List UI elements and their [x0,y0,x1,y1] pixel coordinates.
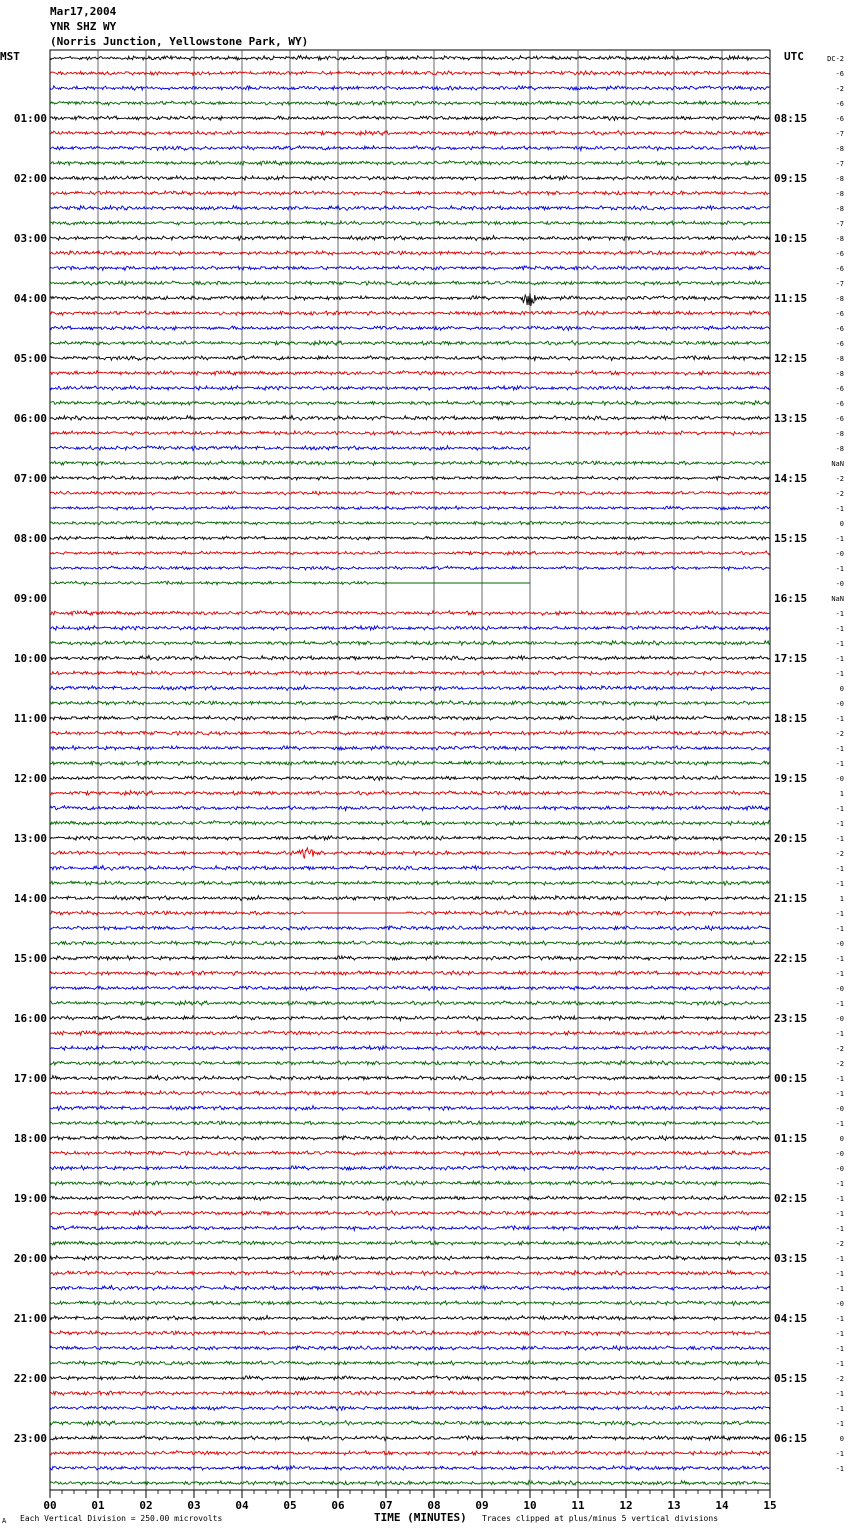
right-hour-label: 04:15 [774,1312,808,1325]
seismic-trace [50,293,770,306]
seismic-trace [50,236,770,241]
row-offset-label: -1 [835,1360,844,1368]
seismic-trace [50,911,770,916]
seismic-trace [50,371,770,376]
row-offset-label: -1 [835,670,844,678]
row-offset-label: -8 [835,370,844,378]
row-offset-label: -0 [835,1015,844,1023]
row-offset-label: -1 [835,1285,844,1293]
seismic-trace [50,251,770,256]
seismic-trace [50,716,770,720]
x-tick-label: 03 [187,1499,201,1512]
row-offset-label: -1 [835,910,844,918]
row-offset-label: -6 [835,310,844,318]
seismic-trace [50,791,770,796]
clip-note: Traces clipped at plus/minus 5 vertical divisions [482,1514,719,1523]
seismic-trace [50,821,770,826]
row-offset-label: -0 [835,1105,844,1113]
left-hour-label: 16:00 [13,1012,47,1025]
seismic-trace [50,146,770,151]
row-offset-label: -6 [835,250,844,258]
row-offset-label: -0 [835,550,844,558]
seismic-trace [50,1391,770,1395]
scale-note: Each Vertical Division = 250.00 microvolts [20,1514,223,1523]
x-tick-label: 06 [331,1499,345,1512]
row-offset-label: -0 [835,775,844,783]
seismic-trace [50,806,770,811]
seismic-trace [50,656,770,661]
x-tick-label: 07 [379,1499,393,1512]
seismic-traces [50,56,770,1486]
row-offset-label: -1 [835,1180,844,1188]
row-offset-label: -1 [835,1345,844,1353]
seismic-trace [50,1451,770,1456]
right-hour-label: 23:15 [774,1012,808,1025]
right-hour-label: 02:15 [774,1192,808,1205]
left-hour-label: 17:00 [13,1072,47,1085]
row-offset-label: -2 [835,1375,844,1383]
seismic-trace [50,161,770,166]
row-offset-label: -0 [835,985,844,993]
row-offset-label: -1 [835,535,844,543]
seismic-trace [50,191,770,195]
row-offset-label: -2 [835,490,844,498]
seismic-trace [50,701,770,706]
left-hour-labels [14,112,47,1445]
seismic-trace [50,476,770,480]
seismic-trace [50,1196,770,1200]
row-offset-label: -2 [835,730,844,738]
row-offset-label: -1 [835,655,844,663]
x-axis-title: TIME (MINUTES) [374,1511,467,1524]
seismic-trace [50,1226,770,1231]
row-offset-label: -8 [835,235,844,243]
right-hour-label: 22:15 [774,952,808,965]
seismic-trace [50,491,770,495]
row-offset-label: -0 [835,1165,844,1173]
right-hour-label: 15:15 [774,532,808,545]
seismic-trace [50,311,770,315]
right-hour-label: 17:15 [774,652,808,665]
seismic-trace [50,281,770,286]
seismic-trace [50,1031,770,1036]
x-tick-label: 13 [667,1499,681,1512]
seismic-trace [50,641,770,646]
seismic-trace [50,341,770,346]
seismic-trace [50,1406,770,1410]
seismic-trace [50,1211,770,1216]
row-offset-label: -6 [835,400,844,408]
row-offset-label: -1 [835,865,844,873]
row-offset-label: -1 [835,1225,844,1233]
row-offset-label: -6 [835,325,844,333]
seismic-trace [50,566,770,570]
seismic-trace [50,836,770,840]
seismic-trace [50,506,770,510]
left-hour-label: 02:00 [13,172,47,185]
left-hour-label: 05:00 [13,352,47,365]
row-offset-label: -1 [835,610,844,618]
left-hour-label: 04:00 [13,292,47,305]
row-offset-label: -0 [835,1300,844,1308]
row-offset-label: -2 [835,1240,844,1248]
left-hour-label: 06:00 [13,412,47,425]
seismic-trace [50,1346,770,1350]
seismic-trace [50,1301,770,1306]
right-hour-label: 10:15 [774,232,808,245]
right-hour-label: 18:15 [774,712,808,725]
right-hour-label: 08:15 [774,112,808,125]
seismic-trace [50,1376,770,1380]
seismic-trace [50,176,770,180]
row-offset-label: -8 [835,205,844,213]
seismic-trace [50,1091,770,1095]
plot-date: Mar17,2004 [50,5,117,18]
row-offset-label: 0 [839,685,844,693]
row-offset-label: -2 [835,85,844,93]
left-hour-label: 01:00 [13,112,47,125]
left-hour-label: 10:00 [13,652,47,665]
seismic-trace [50,986,770,990]
left-hour-label: 18:00 [13,1132,47,1145]
row-offset-label: -1 [835,1465,844,1473]
row-offset-label: -2 [835,1060,844,1068]
right-hour-labels [774,112,807,1445]
row-offset-label: -1 [835,835,844,843]
seismic-trace [50,1001,770,1006]
row-offset-label: -0 [835,1150,844,1158]
row-offset-label: -8 [835,445,844,453]
seismic-trace [50,56,770,61]
row-offset-label: -1 [835,955,844,963]
left-hour-label: 13:00 [13,832,47,845]
left-hour-label: 22:00 [13,1372,47,1385]
seismic-trace [50,1331,770,1336]
x-tick-label: 04 [235,1499,249,1512]
seismic-trace [50,1016,770,1021]
plot-frame [50,50,770,1490]
row-offset-label: -7 [835,280,844,288]
x-axis [43,1490,776,1512]
row-offset-label: -1 [835,1315,844,1323]
row-offset-label: -1 [835,505,844,513]
seismic-trace [50,776,770,780]
right-hour-label: 13:15 [774,412,808,425]
row-offset-label: -2 [835,1045,844,1053]
x-tick-label: 08 [427,1499,441,1512]
row-offset-label: 0 [839,520,844,528]
seismic-trace [50,1361,770,1366]
right-hour-label: 01:15 [774,1132,808,1145]
seismic-trace [50,326,770,330]
seismic-trace [50,1271,770,1276]
x-tick-label: 01 [91,1499,105,1512]
seismic-trace [50,1316,770,1321]
seismic-trace [50,761,770,765]
right-hour-label: 14:15 [774,472,808,485]
x-tick-label: 12 [619,1499,633,1512]
right-hour-label: 16:15 [774,592,808,605]
row-offset-label: NaN [831,460,844,468]
seismic-trace [50,611,770,616]
left-hour-label: 14:00 [13,892,47,905]
seismic-trace [50,1166,770,1171]
row-offset-label: -7 [835,220,844,228]
seismic-trace [50,1286,770,1291]
seismic-trace [50,731,770,736]
x-tick-label: 11 [571,1499,585,1512]
row-offset-label: -1 [835,880,844,888]
x-tick-label: 00 [43,1499,57,1512]
left-hour-label: 23:00 [13,1432,47,1445]
row-offset-label: -0 [835,940,844,948]
row-offset-label: -1 [835,1090,844,1098]
seismic-trace [50,71,770,75]
row-offset-label: -1 [835,1270,844,1278]
left-hour-label: 15:00 [13,952,47,965]
row-offset-label: -1 [835,1330,844,1338]
row-offset-label: -8 [835,430,844,438]
seismic-trace [50,1421,770,1426]
row-offset-label: -7 [835,130,844,138]
seismic-trace [50,401,770,406]
row-offset-label: -6 [835,385,844,393]
left-hour-label: 03:00 [13,232,47,245]
seismic-trace [50,1076,770,1081]
row-offset-label: -0 [835,580,844,588]
left-hour-label: 07:00 [13,472,47,485]
station-code: YNR SHZ WY [50,20,117,33]
row-offset-label: -2 [835,850,844,858]
left-hour-label: 12:00 [13,772,47,785]
seismic-trace [50,206,770,211]
row-offset-label: -8 [835,355,844,363]
row-offset-label: -6 [835,100,844,108]
right-timezone-label: UTC [784,50,804,63]
row-offset-label: 1 [839,790,844,798]
seismic-trace [50,866,770,871]
seismic-trace [50,521,770,525]
seismic-trace [50,1436,770,1441]
right-hour-label: 19:15 [774,772,808,785]
row-offset-label: -1 [835,625,844,633]
row-offset-label: -1 [835,1390,844,1398]
right-hour-label: 00:15 [774,1072,808,1085]
seismic-trace [50,896,770,901]
right-hour-label: 21:15 [774,892,808,905]
row-offset-label: -8 [835,145,844,153]
row-offset-label: -1 [835,1195,844,1203]
row-offset-label: -6 [835,265,844,273]
seismic-trace [50,746,770,751]
station-location: (Norris Junction, Yellowstone Park, WY) [50,35,309,48]
seismic-trace [50,686,770,691]
row-offset-label: -1 [835,805,844,813]
left-hour-label: 20:00 [13,1252,47,1265]
row-offset-label: -1 [835,1405,844,1413]
row-offset-label: 0 [839,1435,844,1443]
right-hour-label: 20:15 [774,832,808,845]
row-offset-label: -8 [835,175,844,183]
left-hour-label: 09:00 [13,592,47,605]
row-offset-label: 1 [839,895,844,903]
row-offset-label: -1 [835,1075,844,1083]
x-tick-label: 10 [523,1499,537,1512]
right-hour-label: 05:15 [774,1372,808,1385]
right-hour-label: 12:15 [774,352,808,365]
right-hour-label: 06:15 [774,1432,808,1445]
seismic-trace [50,86,770,90]
row-offset-label: -1 [835,745,844,753]
seismic-trace [50,551,770,555]
right-hour-label: 11:15 [774,292,808,305]
row-offset-label: -1 [835,1210,844,1218]
row-offset-label: -1 [835,1450,844,1458]
row-offset-label: -1 [835,760,844,768]
row-offset-label: -1 [835,970,844,978]
row-offset-label: -1 [835,1030,844,1038]
row-offset-label: -6 [835,340,844,348]
row-offset-labels [827,55,844,1473]
row-offset-label: -2 [835,475,844,483]
row-offset-label: DC-2 [827,55,844,63]
row-offset-label: -0 [835,700,844,708]
row-offset-label: -6 [835,115,844,123]
left-hour-label: 19:00 [13,1192,47,1205]
seismic-trace [50,221,770,225]
row-offset-label: -1 [835,565,844,573]
left-timezone-label: MST [0,50,20,63]
row-offset-label: -1 [835,1000,844,1008]
row-offset-label: -1 [835,925,844,933]
seismic-trace [50,116,770,120]
row-offset-label: -6 [835,415,844,423]
row-offset-label: -8 [835,295,844,303]
seismic-trace [50,1466,770,1470]
row-offset-label: NaN [831,595,844,603]
seismic-trace [50,386,770,390]
seismic-trace [50,131,770,136]
x-tick-label: 09 [475,1499,489,1512]
seismic-trace [50,1181,770,1185]
x-tick-label: 05 [283,1499,297,1512]
seismic-trace [50,1121,770,1126]
seismic-trace [50,941,770,946]
seismic-trace [50,1151,770,1156]
row-offset-label: -1 [835,715,844,723]
corner-mark: A [2,1517,7,1525]
grid-lines [50,50,770,1490]
seismic-trace [50,1136,770,1140]
seismic-trace [50,956,770,961]
seismic-trace [50,1241,770,1246]
row-offset-label: -1 [835,820,844,828]
seismic-trace [50,1256,770,1260]
seismic-trace [50,626,770,630]
row-offset-label: -8 [835,190,844,198]
left-hour-label: 08:00 [13,532,47,545]
seismic-trace [50,1481,770,1486]
x-tick-label: 14 [715,1499,729,1512]
row-offset-label: -7 [835,160,844,168]
seismic-trace [50,971,770,975]
right-hour-label: 03:15 [774,1252,808,1265]
row-offset-label: 0 [839,1135,844,1143]
seismic-trace [50,416,770,421]
row-offset-label: -6 [835,70,844,78]
left-hour-label: 21:00 [13,1312,47,1325]
row-offset-label: -1 [835,640,844,648]
seismic-trace [50,1106,770,1111]
seismic-trace [50,1061,770,1066]
left-hour-label: 11:00 [13,712,47,725]
row-offset-label: -1 [835,1420,844,1428]
x-tick-label: 15 [763,1499,777,1512]
seismic-trace [50,536,770,540]
seismic-trace [50,356,770,361]
seismic-trace [50,1046,770,1050]
x-tick-label: 02 [139,1499,153,1512]
seismic-trace [50,671,770,675]
seismic-trace [50,461,770,466]
seismic-trace [50,431,770,435]
row-offset-label: -1 [835,1255,844,1263]
seismic-trace [50,848,770,859]
seismic-trace [50,881,770,886]
right-hour-label: 09:15 [774,172,808,185]
row-offset-label: -1 [835,1120,844,1128]
seismic-trace [50,101,770,105]
seismic-trace [50,926,770,930]
seismic-trace [50,266,770,271]
